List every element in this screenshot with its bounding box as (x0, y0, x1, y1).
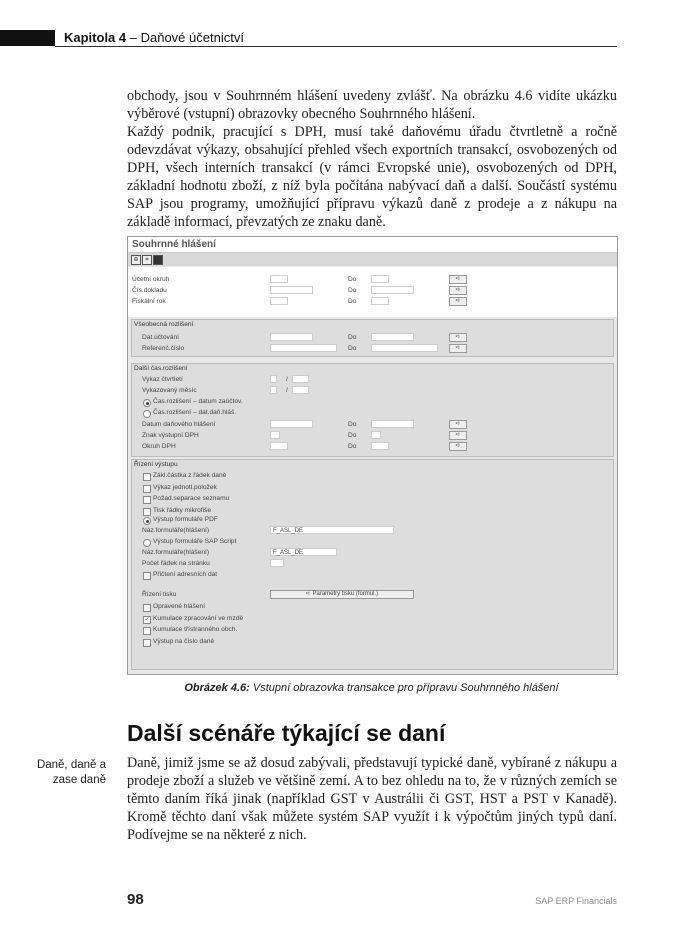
sap-title: Souhrnné hlášení (128, 237, 617, 253)
checkbox-label: Zákl.částka z řádek daně (153, 472, 227, 479)
field-label: Datum daňového hlášení (142, 421, 216, 428)
from-field[interactable] (270, 344, 337, 352)
checkbox[interactable] (143, 604, 151, 612)
radio-tax-date[interactable] (143, 410, 151, 418)
script-form-field[interactable]: F_ASL_DE (270, 548, 337, 556)
page-number: 98 (127, 891, 144, 908)
from-field[interactable] (270, 286, 313, 294)
multiple-selection-button[interactable]: ➪ (449, 420, 467, 429)
to-label: Do (348, 421, 357, 428)
multiple-selection-button[interactable]: ➪ (449, 297, 467, 306)
to-label: Do (348, 334, 357, 341)
header-bar (0, 30, 55, 46)
paragraph: obchody, jsou v Souhrnném hlášení uvedeny zvlášť. Na obrázku 4.6 vidíte ukázku výběrové (vstupní) obrazovky obecného Souhrnného hlášení. (127, 88, 617, 122)
field-label: Vykazovaný měsíc (142, 387, 197, 394)
multiple-selection-button[interactable]: ➪ (449, 275, 467, 284)
checkbox-label: Kumulace třístranného obch. (153, 626, 238, 633)
to-label: Do (348, 276, 357, 283)
field-label: Znak výstupní DPH (142, 432, 199, 439)
field-label: Referenč.číslo (142, 345, 185, 352)
caption-text: Vstupní obrazovka transakce pro přípravu Souhrnného hlášení (249, 682, 559, 694)
year-field[interactable] (292, 375, 309, 383)
period-field[interactable] (270, 386, 277, 394)
radio-sapscript[interactable] (143, 539, 151, 547)
checkbox-label: Požad.separace seznamu (153, 495, 230, 502)
execute-icon: ⊕ (131, 255, 141, 265)
checkbox-label: Výstup na číslo daně (153, 637, 215, 645)
to-field[interactable] (371, 344, 438, 352)
to-label: Do (348, 345, 357, 352)
from-field[interactable] (270, 297, 288, 305)
checkbox-label: Kumulace zpracování ve mzdě (153, 614, 244, 622)
from-field[interactable] (270, 420, 313, 428)
pdf-form-field[interactable]: F_ASL_DE (270, 526, 394, 534)
from-field[interactable] (270, 275, 288, 283)
group-title: Všeobecná rozlišení (134, 321, 194, 328)
to-field[interactable] (371, 333, 414, 341)
header-rule (55, 46, 617, 47)
chapter-label: Kapitola 4 (64, 30, 127, 45)
field-label: Řízení tisku (142, 591, 177, 598)
chapter-title: – Daňové účetnictví (129, 30, 244, 45)
margin-note: Daně, daně a zase daně (36, 759, 106, 786)
print-parameters-label: Parametry tisku (formul.) (312, 591, 379, 597)
to-field[interactable] (371, 275, 389, 283)
field-label: Dat.účtování (142, 334, 180, 341)
sap-toolbar (128, 253, 617, 266)
field-label: Počet řádek na stránku (142, 560, 210, 567)
from-field[interactable] (270, 431, 280, 439)
variant-icon: ⌗ (142, 255, 152, 265)
field-label: Náz.formuláře(hlášení) (142, 549, 210, 556)
field-label: Čís.dokladu (132, 287, 167, 294)
book-title: SAP ERP Financials (535, 896, 617, 906)
multiple-selection-button[interactable]: ➪ (449, 333, 467, 342)
to-field[interactable] (371, 431, 381, 439)
group-output (131, 459, 614, 670)
to-field[interactable] (371, 297, 389, 305)
slash: / (286, 376, 288, 383)
figure-caption (127, 682, 616, 694)
checkbox-label: Tisk řádky mikrofiše (153, 506, 212, 514)
group-title: Další čas.rozlišení (134, 365, 188, 372)
multiple-selection-button[interactable]: ➪ (449, 344, 467, 353)
checkbox[interactable] (143, 485, 151, 493)
from-field[interactable] (270, 442, 288, 450)
radio-posting-date[interactable] (143, 399, 151, 407)
field-label: Náz.formuláře(hlášení) (142, 527, 210, 534)
to-label: Do (348, 432, 357, 439)
to-field[interactable] (371, 442, 389, 450)
paragraph: Daně, jimiž jsme se až dosud zabývali, představují typické daně, vybírané z nákupu a prodeje zboží a služeb ve většině zemí. A to bez ohledu na to, že v různých zemích se těmto daním říká jinak (například GST v Austrálii či GST, HST a PST v Kanadě). Kromě těchto daní však můžete systém SAP využít i k výpočtům jiných typů daní. Podívejme se na některé z nich. (127, 755, 617, 843)
paragraph: Každý podnik, pracující s DPH, musí také daňovému úřadu čtvrtletně a ročně odevzdávat výkazy, obsahující přehled všech exportních transakcí, osvobozených od DPH, všech interních transakcí (v rámci Evropské unie), osvobozených od DPH, základní hodnotu zboží, z níž byla počítána nabývací daň a další. Součástí systému SAP jsou programy, umožňující přípravu výkazů daně z prodeje a z nákupu na základě informací, převzatých ze znaku daně. (127, 124, 617, 230)
checkbox[interactable] (143, 639, 151, 647)
field-label: Vykaz čtvrtletí (142, 376, 183, 383)
checkbox[interactable] (143, 496, 151, 504)
checkbox-label: Opravené hlášení (153, 603, 206, 610)
to-field[interactable] (371, 286, 414, 294)
lines-per-page-field[interactable] (270, 559, 284, 567)
group-time (131, 363, 614, 457)
sap-screenshot (127, 236, 618, 675)
field-label: Fiskální rok (132, 298, 166, 305)
checkbox-label: Výkaz jednotl.položek (153, 483, 217, 491)
to-label: Do (348, 298, 357, 305)
multiple-selection-button[interactable]: ➪ (449, 431, 467, 440)
from-field[interactable] (270, 333, 313, 341)
running-header (64, 30, 244, 45)
checkbox[interactable] (143, 627, 151, 635)
print-parameters-button[interactable]: ➪ Parametry tisku (formul.) (270, 590, 414, 599)
radio-label: Čas.rozlišení – datum zaúčtov. (153, 398, 243, 405)
group-general (131, 319, 614, 357)
period-field[interactable] (270, 375, 277, 383)
multiple-selection-button[interactable]: ➪ (449, 286, 467, 295)
field-label: Účetní okruh (132, 276, 170, 283)
slash: / (286, 387, 288, 394)
radio-pdf[interactable] (143, 517, 151, 525)
main-criteria (128, 267, 617, 317)
radio-label: Výstup formuláře PDF (153, 516, 218, 523)
radio-label: Čas.rozlišení – dat.daň.hláš. (153, 409, 237, 416)
caption-label: Obrázek 4.6: (184, 682, 250, 694)
multiple-selection-button[interactable]: ➪ (449, 442, 467, 451)
to-label: Do (348, 287, 357, 294)
group-title: Řízení výstupu (134, 461, 178, 468)
section-heading: Další scénáře týkající se daní (127, 720, 446, 746)
year-field[interactable] (292, 386, 309, 394)
field-label: Okruh DPH (142, 443, 176, 450)
to-field[interactable] (371, 420, 414, 428)
checkbox[interactable] (143, 508, 151, 516)
checkbox[interactable] (143, 572, 151, 580)
checkbox-label: Přičtení adresních dat (153, 571, 218, 578)
checkbox[interactable] (143, 473, 151, 481)
info-icon (153, 255, 163, 265)
checkbox[interactable]: ✓ (144, 616, 150, 623)
to-label: Do (348, 443, 357, 450)
radio-label: Výstup formuláře SAP Script (153, 538, 237, 545)
